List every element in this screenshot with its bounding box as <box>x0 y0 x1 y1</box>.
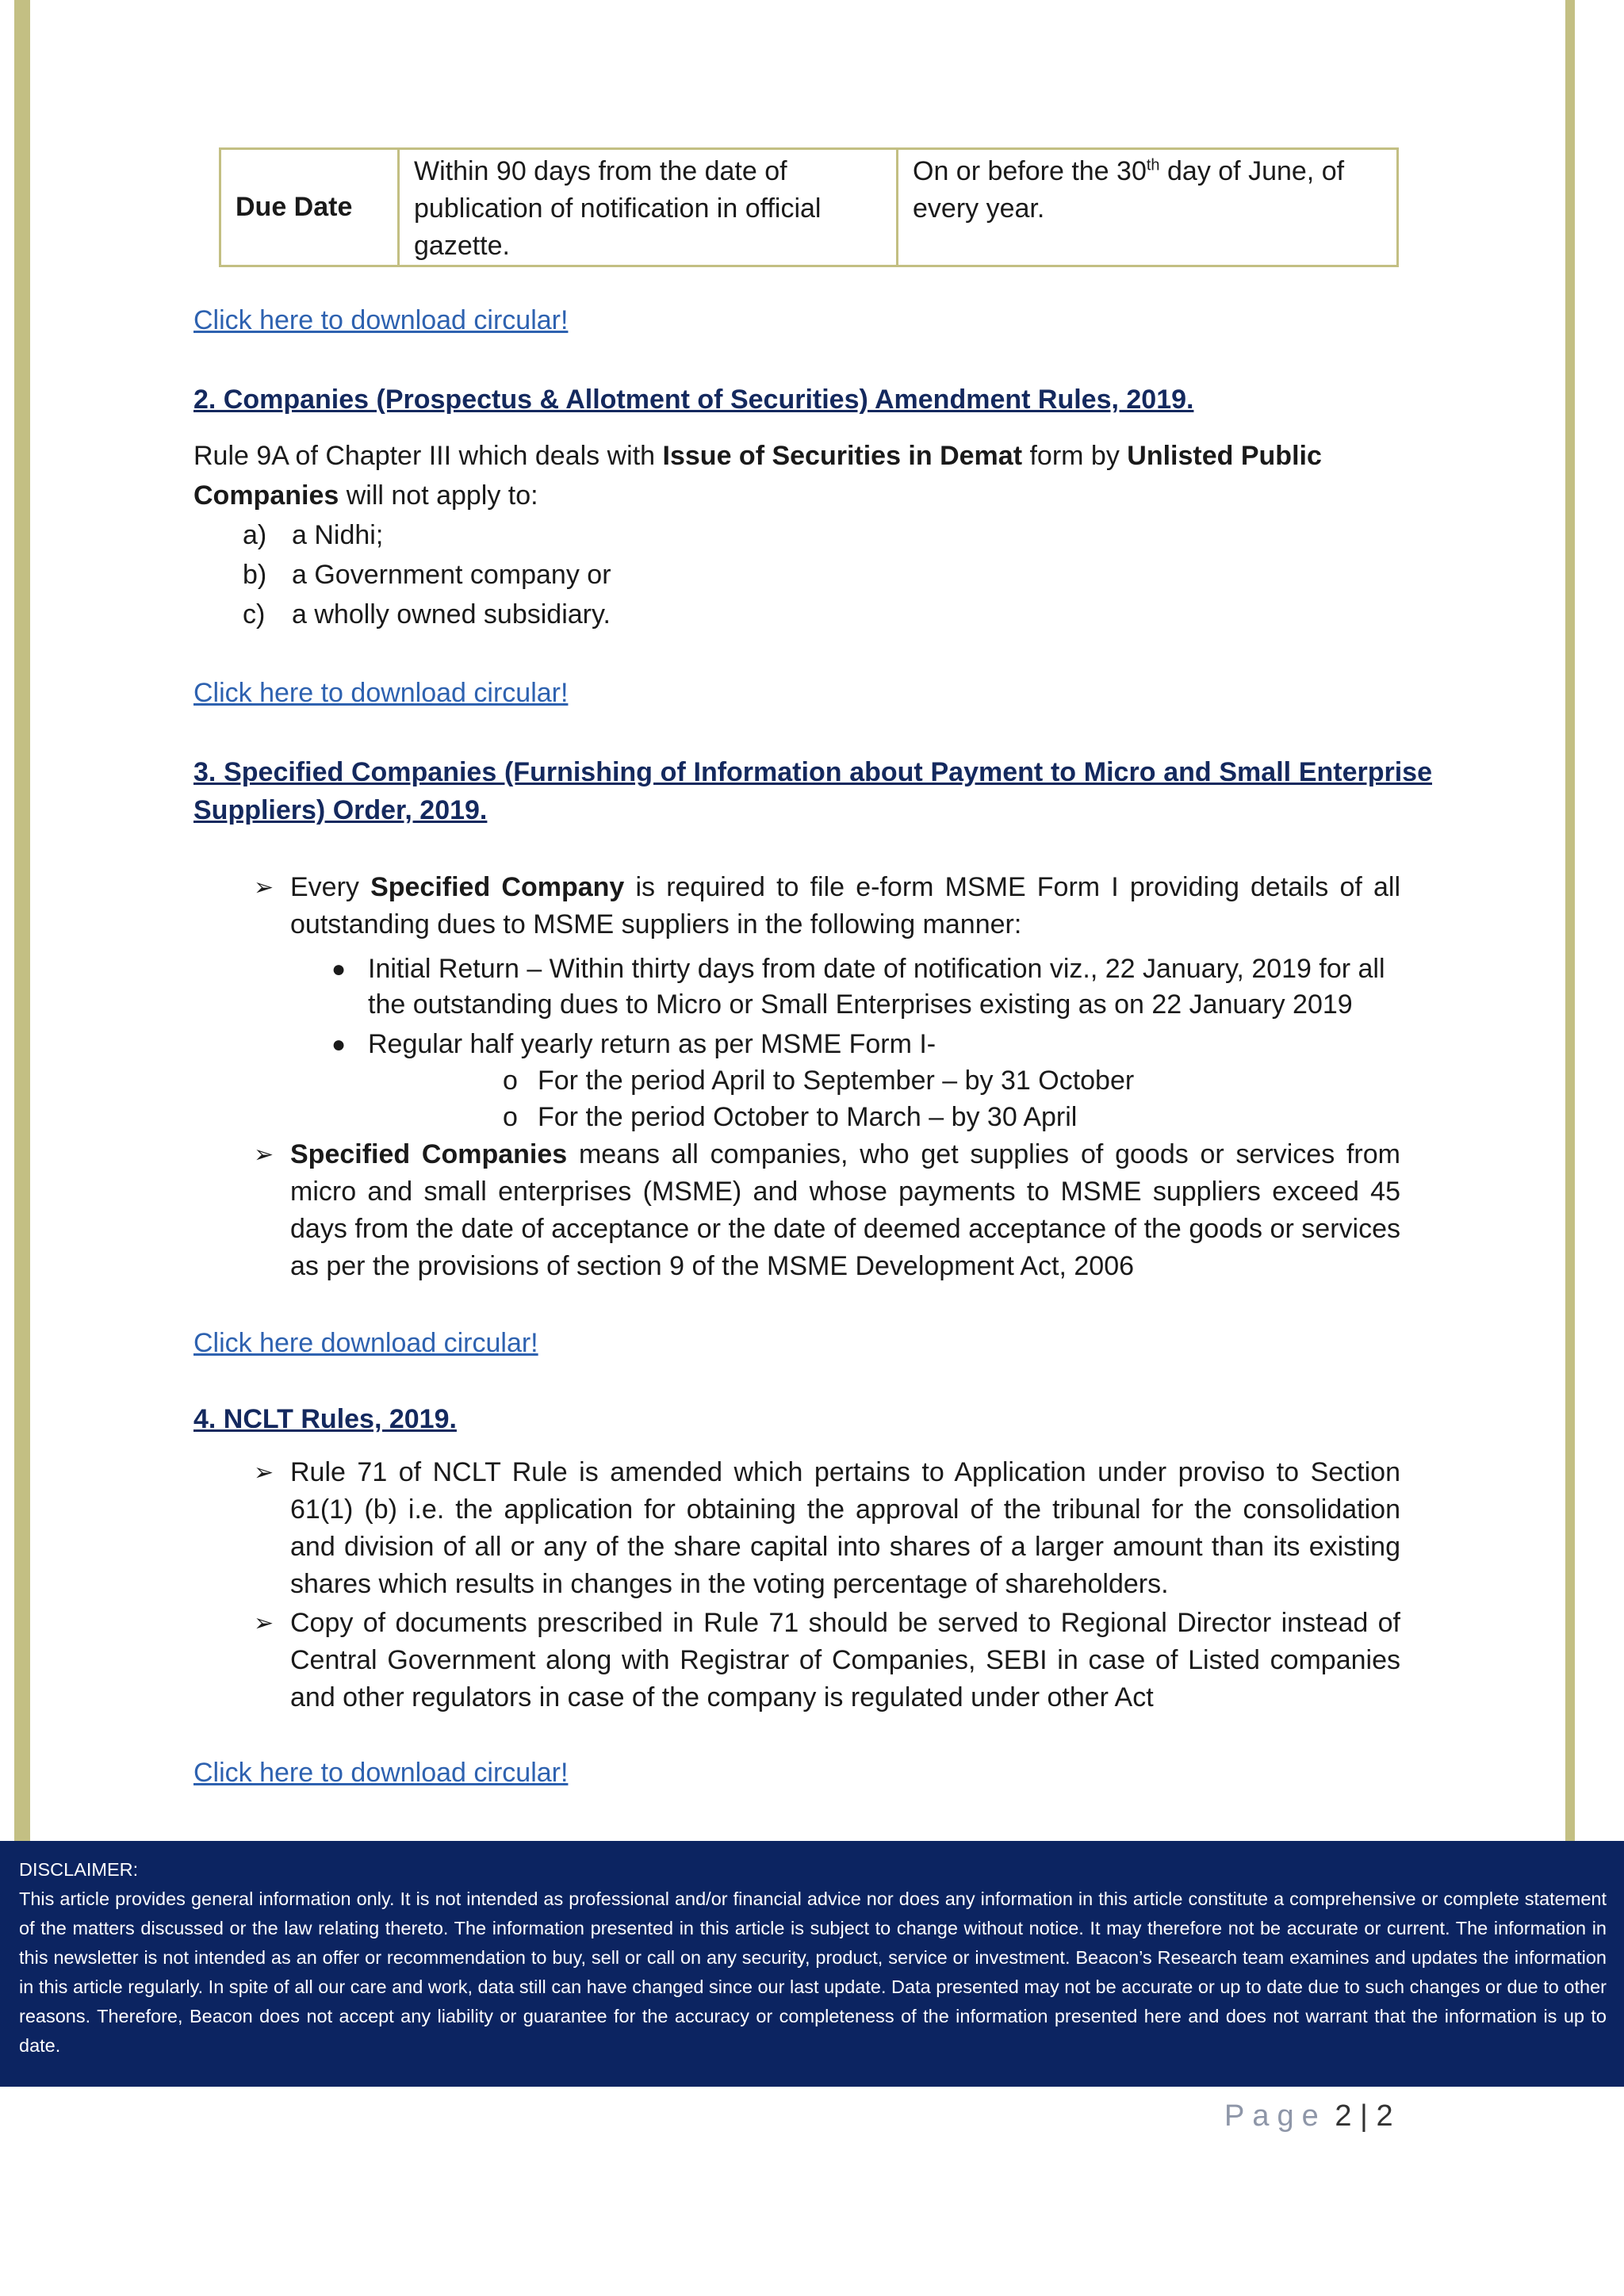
period-item-2: o For the period October to March – by 30 April <box>503 1100 1077 1135</box>
specified-companies-definition: ➢ Specified Companies means all companies, who get supplies of goods or services from micro and small enterprises (MSME) and whose payments to MSME suppliers exceed 45 days from the date of acceptance or the date of deemed acceptance of the goods or services as per the provisions of section 9 of the MSME Development Act, 2006 <box>254 1136 1400 1285</box>
left-border <box>14 0 30 1841</box>
documents-item: ➢ Copy of documents prescribed in Rule 71 should be served to Regional Director instead of Central Government along with Registrar of Companies, SEBI in case of Listed companies and other regulators in case of the company is regulated under other Act <box>254 1605 1400 1716</box>
download-circular-link-2[interactable]: Click here to download circular! <box>193 678 569 708</box>
disclaimer-title: DISCLAIMER: <box>19 1859 139 1880</box>
due-date-header: Due Date <box>220 149 399 266</box>
page-number: Page 2 | 2 <box>1224 2099 1393 2133</box>
initial-return-item: ● Initial Return – Within thirty days from date of notification viz., 22 January, 2019 for all the outstanding dues to Micro or Small Enterprises existing as on 22 January 2019 <box>331 951 1400 1023</box>
circle-bullet-icon: o <box>503 1102 518 1132</box>
due-date-table <box>219 147 1399 267</box>
download-circular-link-1[interactable]: Click here to download circular! <box>193 305 569 335</box>
disclaimer-box <box>0 1841 1624 2087</box>
list-item: b) a Government company or <box>243 560 611 590</box>
section-2-paragraph: Rule 9A of Chapter III which deals with Issue of Securities in Demat form by Unlisted Public Companies will not apply to: <box>193 441 1322 511</box>
bullet-icon: ● <box>331 1031 347 1058</box>
circle-bullet-icon: o <box>503 1066 518 1096</box>
due-date-annual: On or before the 30th day of June, of every year. <box>898 149 1398 266</box>
arrow-bullet-icon: ➢ <box>254 1142 274 1168</box>
specified-company-item: ➢ Every Specified Company is required to file e-form MSME Form I providing details of all outstanding dues to MSME suppliers in the following manner: <box>254 869 1400 943</box>
list-item: a) a Nidhi; <box>243 520 384 550</box>
download-circular-link-3[interactable]: Click here download circular! <box>193 1328 538 1358</box>
disclaimer-text: This article provides general information only. It is not intended as professional and/or financial advice nor does any information in this article constitute a comprehensive or complete statement of the matters discussed or the law relating thereto. The information presented in this article is subject to change without notice. It may therefore not be accurate or current. The information in this newsletter is not intended as an offer or recommendation to buy, sell or call on any security, product, service or investment. Beacon’s Research team examines and updates the information in this article regularly. In spite of all our care and work, data still can have changed since our last update. Data presented may not be accurate or up to date due to such changes or due to other reasons. Therefore, Beacon does not accept any liability or guarantee for the accuracy or completeness of the information presented here and does not warrant that the information is up to date. <box>19 1888 1607 2056</box>
right-border <box>1565 0 1575 1841</box>
arrow-bullet-icon: ➢ <box>254 1610 274 1636</box>
rule-71-item: ➢ Rule 71 of NCLT Rule is amended which pertains to Application under proviso to Section 61(1) (b) i.e. the application for obtaining the approval of the tribunal for the consolidation and division of all or any of the share capital into shares of a larger amount than its existing shares which results in changes in the voting percentage of shareholders. <box>254 1454 1400 1603</box>
arrow-bullet-icon: ➢ <box>254 1460 274 1486</box>
section-4-heading: 4. NCLT Rules, 2019. <box>193 1404 457 1434</box>
section-2-heading: 2. Companies (Prospectus & Allotment of Securities) Amendment Rules, 2019. <box>193 385 1194 415</box>
due-date-notification: Within 90 days from the date of publication of notification in official gazette. <box>399 149 898 266</box>
half-yearly-item: ● Regular half yearly return as per MSME Form I- <box>331 1027 1400 1062</box>
exemption-list <box>243 515 611 634</box>
list-item: c) a wholly owned subsidiary. <box>243 599 611 629</box>
download-circular-link-4[interactable]: Click here to download circular! <box>193 1758 569 1788</box>
section-3-heading: 3. Specified Companies (Furnishing of Information about Payment to Micro and Small Enterprise Suppliers) Order, 2019. <box>193 757 1432 825</box>
arrow-bullet-icon: ➢ <box>254 874 274 901</box>
bullet-icon: ● <box>331 956 347 982</box>
period-item-1: o For the period April to September – by 31 October <box>503 1063 1134 1099</box>
